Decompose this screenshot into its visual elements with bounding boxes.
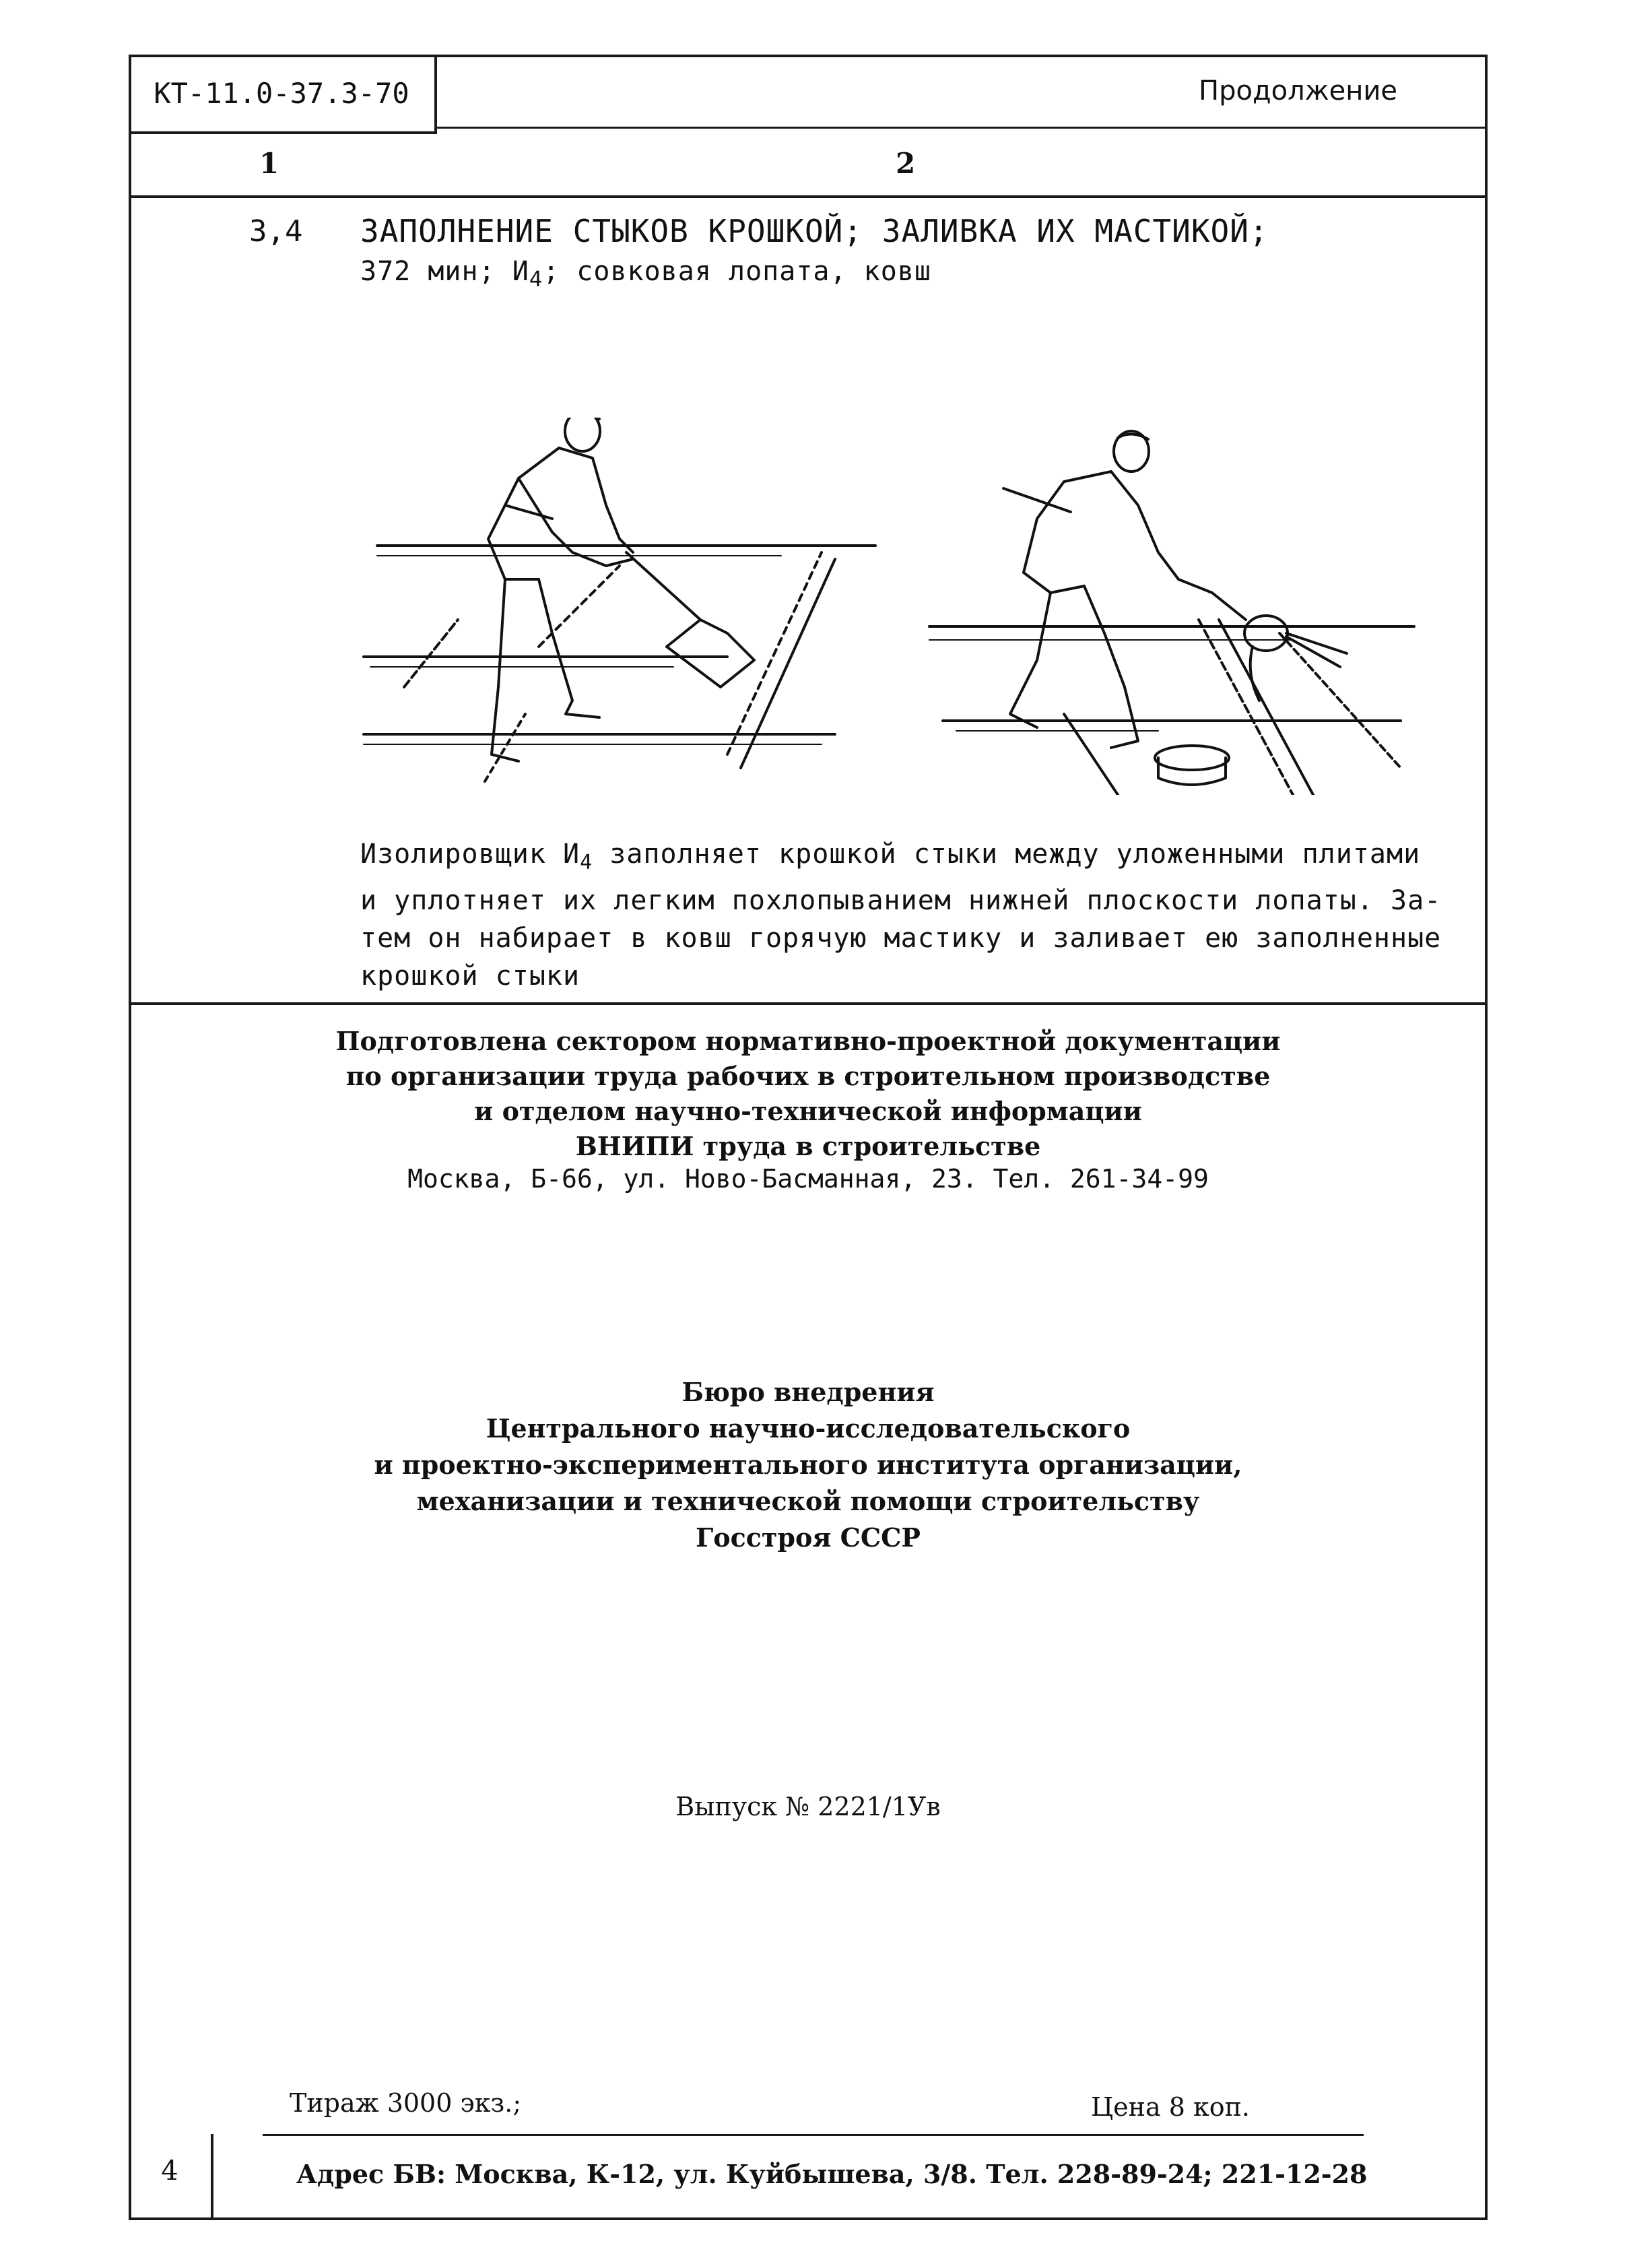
illustration-filling-joints — [364, 418, 875, 781]
issue-number: Выпуск № 2221/1Ув — [675, 1792, 941, 1821]
column-number-1: 1 — [259, 147, 279, 180]
operation-number: 3,4 — [249, 214, 303, 249]
price-text: Цена 8 коп. — [1091, 2092, 1250, 2122]
description-line-1-start: Изолировщик И — [360, 839, 580, 870]
column-header-rule — [129, 195, 1488, 198]
operation-tools: ; совковая лопата, ковш — [543, 256, 931, 287]
page-number-divider — [211, 2134, 213, 2220]
work-illustrations — [350, 418, 1428, 795]
prepared-address: Москва, Б-66, ул. Ново-Басманная, 23. Тел. 261-34-99 — [407, 1164, 1209, 1194]
description-worker-subscript: 4 — [580, 851, 593, 874]
bureau-line-1: Бюро внедрения — [681, 1377, 935, 1407]
column-number-2: 2 — [896, 147, 916, 180]
page-number: 4 — [161, 2156, 178, 2186]
bureau-line-5: Госстроя СССР — [696, 1522, 921, 1553]
prepared-line-3: и отделом научно-технической информации — [474, 1096, 1142, 1126]
continuation-label: Продолжение — [1199, 75, 1398, 106]
bureau-line-3: и проектно-экспериментального института организации, — [374, 1450, 1242, 1480]
prepared-by-block — [129, 1024, 1488, 1164]
description-line-3: тем он набирает в ковш горячую мастику и заливает ею заполненные — [360, 923, 1442, 954]
operation-details — [360, 256, 931, 292]
description-bottom-rule — [129, 1002, 1488, 1005]
prepared-line-4: ВНИПИ труда в строительстве — [575, 1131, 1041, 1161]
bureau-address: Адрес БВ: Москва, К-12, ул. Куйбышева, 3/8. Тел. 228-89-24; 221-12-28 — [296, 2159, 1368, 2189]
prepared-line-1: Подготовлена сектором нормативно-проектной документации — [335, 1026, 1281, 1056]
description-line-2: и уплотняет их легким похлопыванием нижней плоскости лопаты. За- — [360, 885, 1442, 916]
worker-code-subscript: 4 — [529, 266, 543, 292]
bureau-block — [129, 1374, 1488, 1556]
prepared-line-2: по организации труда рабочих в строительном производстве — [345, 1061, 1271, 1091]
operation-description — [360, 835, 1478, 995]
description-line-1-end: заполняет крошкой стыки между уложенными плитами — [593, 839, 1421, 870]
description-line-1 — [360, 835, 1478, 882]
document-code-box — [129, 55, 437, 134]
worker-code: И — [512, 256, 529, 287]
header-underline — [437, 127, 1488, 129]
operation-duration: 372 мин; — [360, 256, 496, 287]
illustration-pouring-mastic — [929, 431, 1414, 795]
bureau-line-2: Центрального научно-исследовательского — [486, 1413, 1131, 1444]
description-line-4: крошкой стыки — [360, 961, 580, 992]
circulation-text: Тираж 3000 экз.; — [290, 2088, 522, 2118]
document-code: КТ-11.0-37.3-70 — [154, 76, 409, 110]
footer-rule — [263, 2134, 1364, 2136]
bureau-line-4: механизации и технической помощи строительству — [416, 1486, 1200, 1516]
operation-title: ЗАПОЛНЕНИЕ СТЫКОВ КРОШКОЙ; ЗАЛИВКА ИХ МАСТИКОЙ; — [360, 213, 1269, 249]
